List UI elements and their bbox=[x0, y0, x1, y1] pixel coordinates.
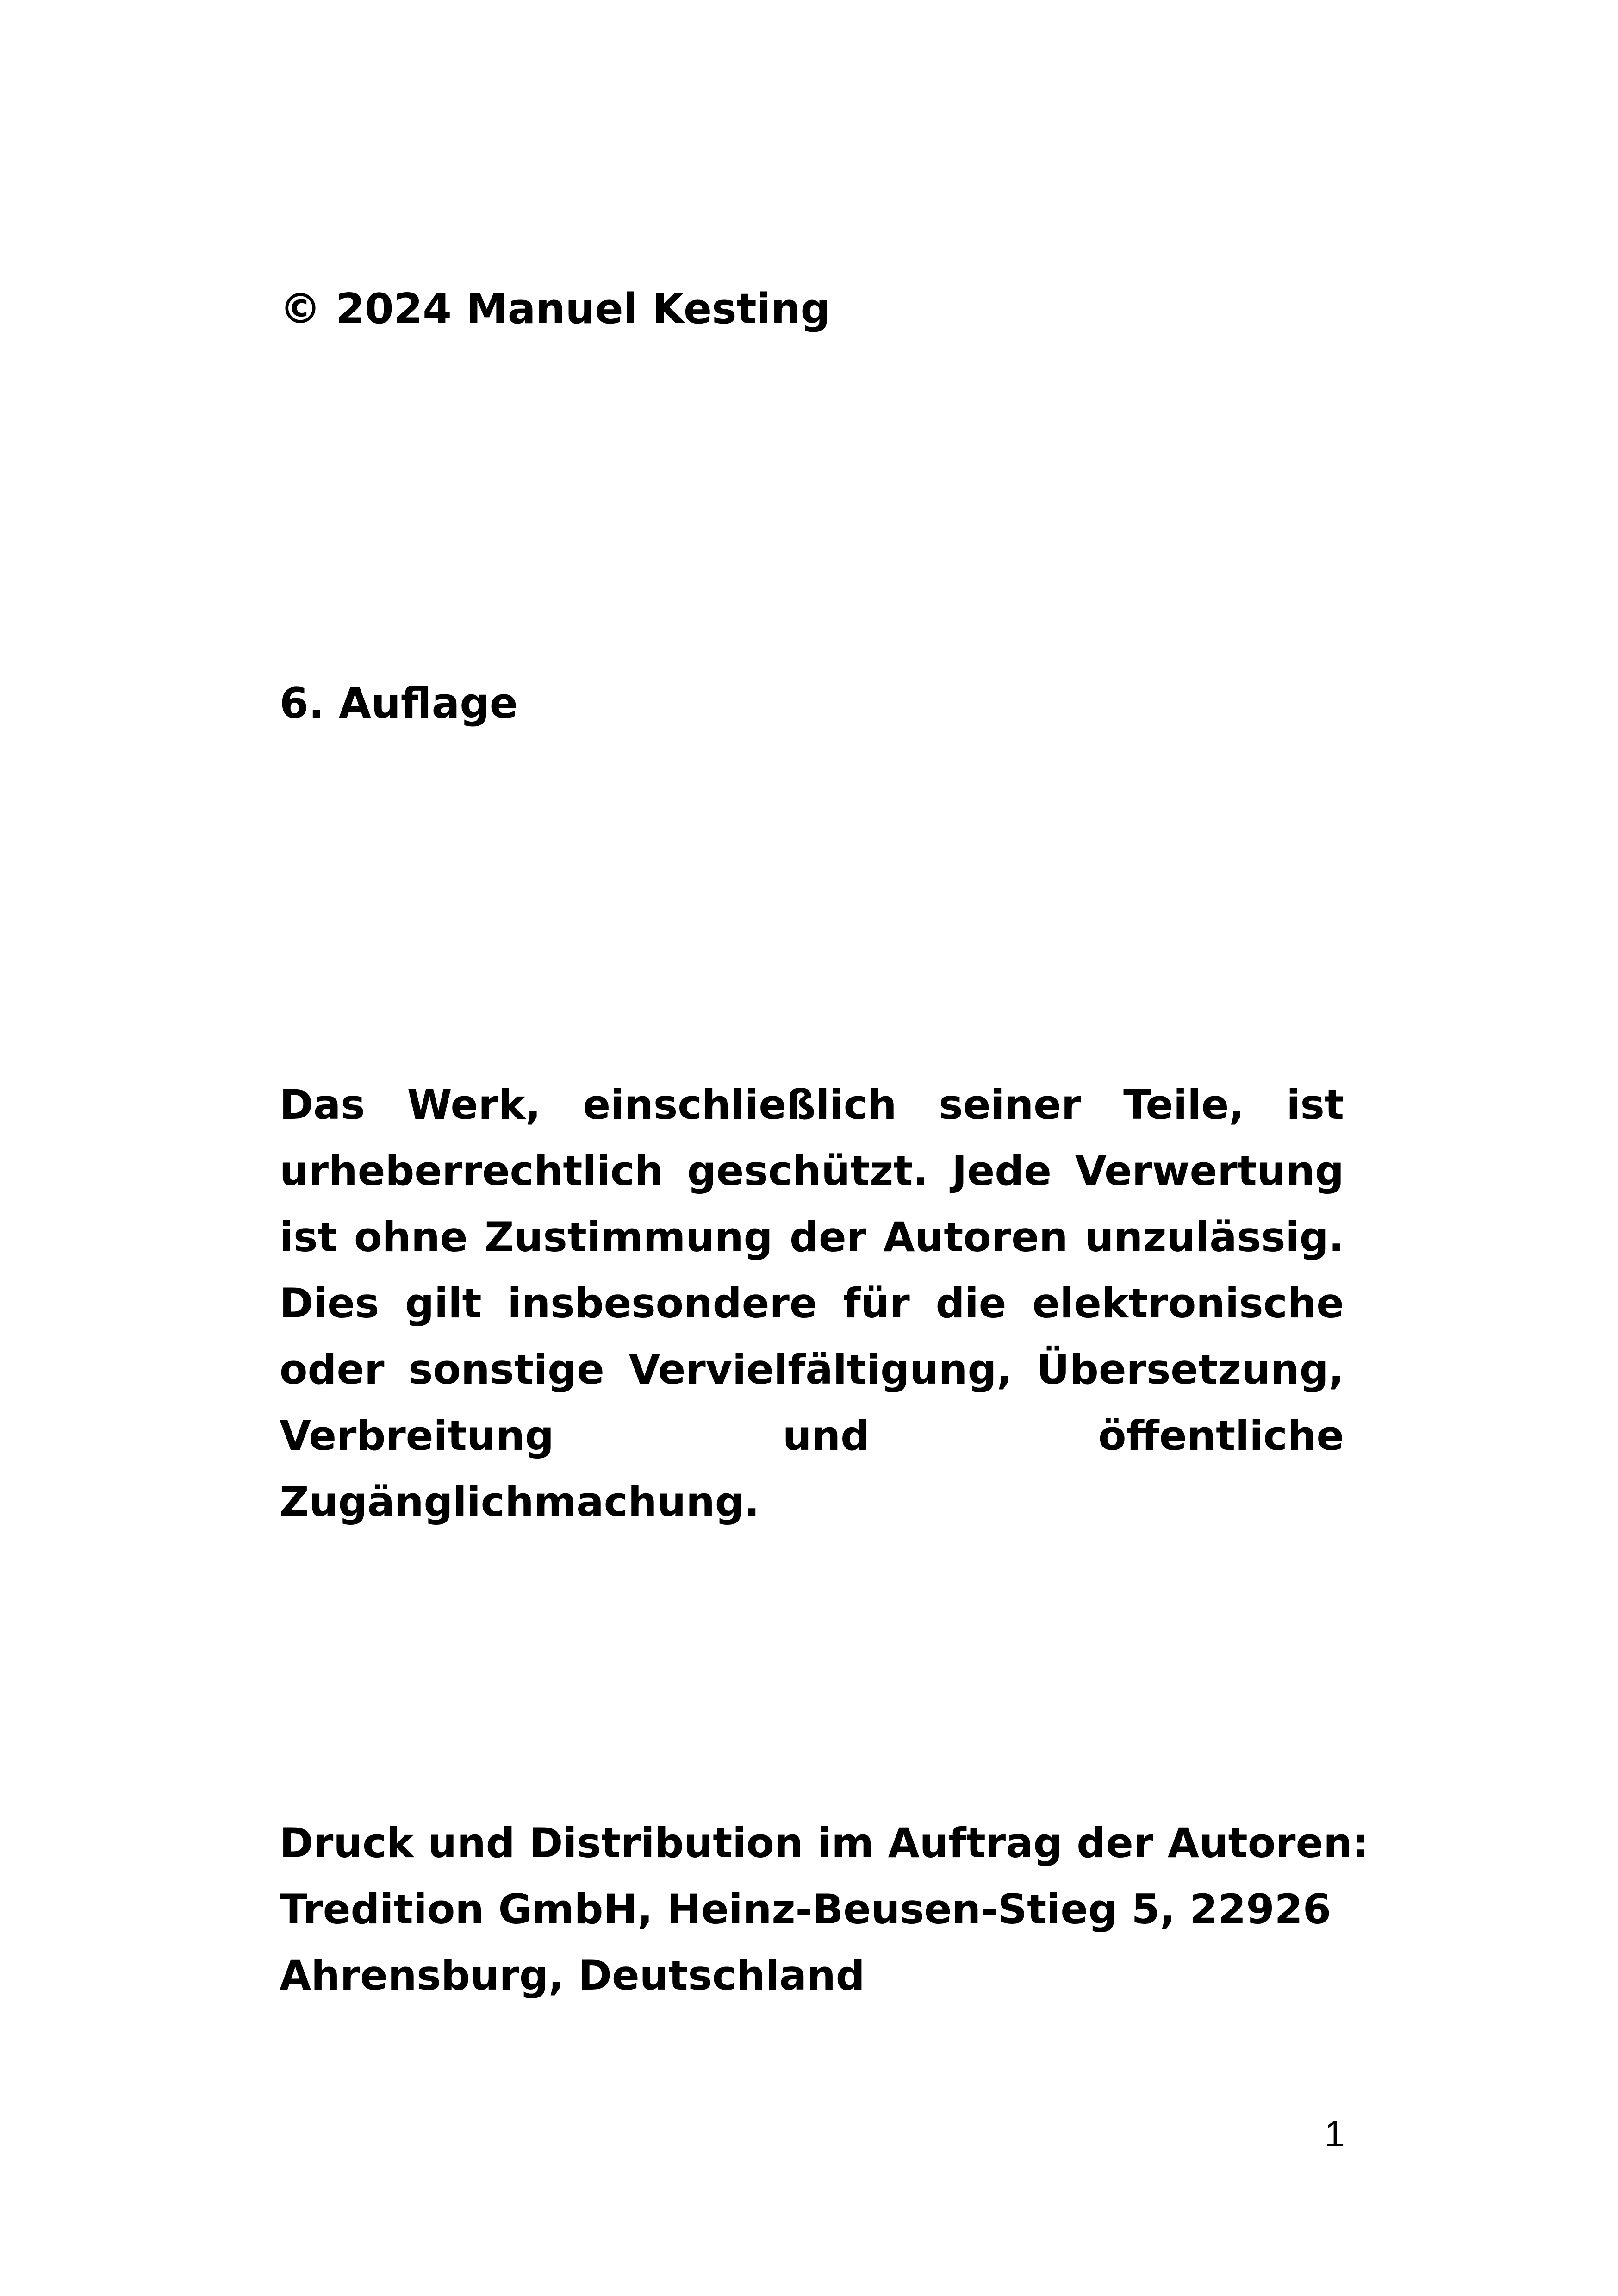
printer-line: Ahrensburg, Deutschland bbox=[280, 1952, 865, 1999]
edition-line: 6. Auflage bbox=[280, 679, 518, 728]
page-number: 1 bbox=[1324, 2113, 1345, 2154]
printer-info bbox=[280, 1810, 1369, 2009]
printer-line: Druck und Distribution im Auftrag der Autoren: bbox=[280, 1819, 1369, 1867]
rights-notice-paragraph: Das Werk, einschließlich seiner Teile, ist urheberrechtlich geschützt. Jede Verwertung ist ohne Zustimmung der Autoren unzulässig. Dies gilt insbesondere für die elektronische oder sonstige Vervielfältigung, Übersetzung, Verbreitung und öffentliche Zugänglichmachung. bbox=[280, 1081, 1344, 1526]
printer-line: Tredition GmbH, Heinz-Beusen-Stieg 5, 22926 bbox=[280, 1885, 1332, 1933]
copyright-line: © 2024 Manuel Kesting bbox=[280, 285, 830, 333]
